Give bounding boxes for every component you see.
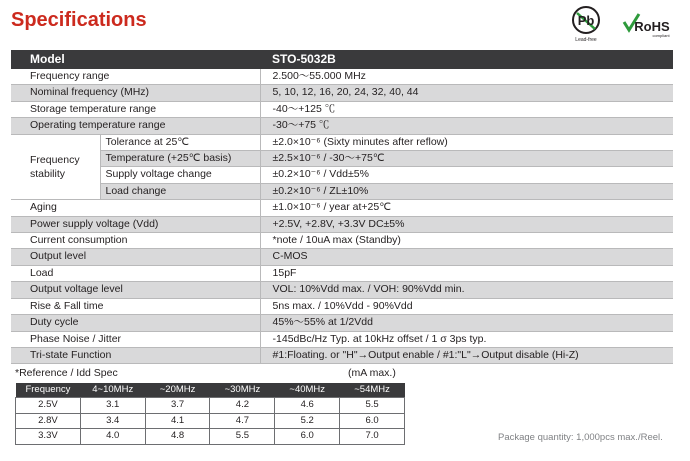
- row-value: +2.5V, +2.8V, +3.3V DC±5%: [260, 216, 673, 232]
- idd-cell: 4.0: [80, 429, 145, 445]
- table-row: [11, 216, 673, 232]
- row-label: Tri-state Function: [11, 347, 260, 363]
- table-row: [16, 398, 405, 414]
- row-value: ±2.5×10⁻⁶ / -30～+75℃: [260, 151, 673, 167]
- idd-cell: 4.8: [145, 429, 210, 445]
- model-label: Model: [11, 50, 260, 69]
- table-row: [16, 429, 405, 445]
- idd-header-cell: ~30MHz: [210, 383, 275, 398]
- table-row: [11, 183, 673, 199]
- idd-spec-table: [15, 383, 405, 445]
- row-value: -145dBc/Hz Typ. at 10kHz offset / 1 σ 3ps typ.: [260, 331, 673, 347]
- row-value: 2.500～55.000 MHz: [260, 69, 673, 85]
- idd-cell: 2.8V: [16, 413, 81, 429]
- table-row: [11, 282, 673, 298]
- idd-cell: 6.0: [340, 413, 405, 429]
- row-label: Temperature (+25℃ basis): [100, 151, 260, 167]
- row-value: ±2.0×10⁻⁶ (Sixty minutes after reflow): [260, 134, 673, 150]
- row-value: ±1.0×10⁻⁶ / year at+25℃: [260, 200, 673, 216]
- pb-symbol: Pb: [577, 13, 595, 28]
- idd-cell: 7.0: [340, 429, 405, 445]
- table-row: [11, 167, 673, 183]
- row-label: Output voltage level: [11, 282, 260, 298]
- row-value: #1:Floating. or "H"→Output enable / #1:"L"→Output disable (Hi-Z): [260, 347, 673, 363]
- table-row: [11, 249, 673, 265]
- certification-logos: [571, 4, 679, 44]
- idd-cell: 5.2: [275, 413, 340, 429]
- table-row: [11, 331, 673, 347]
- row-value: 5ns max. / 10%Vdd - 90%Vdd: [260, 298, 673, 314]
- model-value: STO-5032B: [260, 50, 673, 69]
- table-row: [11, 298, 673, 314]
- frequency-stability-label: Frequency stability: [11, 134, 100, 200]
- row-label: Load: [11, 265, 260, 281]
- idd-cell: 2.5V: [16, 398, 81, 414]
- row-value: -40～+125 ℃: [260, 101, 673, 117]
- idd-cell: 6.0: [275, 429, 340, 445]
- row-label: Supply voltage change: [100, 167, 260, 183]
- rohs-label: RoHS: [634, 19, 670, 34]
- idd-cell: 4.6: [275, 398, 340, 414]
- table-row: [16, 413, 405, 429]
- row-value: *note / 10uA max (Standby): [260, 233, 673, 249]
- table-row: [11, 85, 673, 101]
- lead-free-icon: [573, 7, 599, 43]
- row-label: Current consumption: [11, 233, 260, 249]
- idd-cell: 4.7: [210, 413, 275, 429]
- row-value: C-MOS: [260, 249, 673, 265]
- idd-header-cell: Frequency: [16, 383, 81, 398]
- idd-cell: 3.3V: [16, 429, 81, 445]
- table-row: [11, 69, 673, 85]
- table-row: [11, 134, 673, 150]
- row-value: ±0.2×10⁻⁶ / ZL±10%: [260, 183, 673, 199]
- idd-header-cell: ~54MHz: [340, 383, 405, 398]
- table-row: [11, 151, 673, 167]
- row-value: 15pF: [260, 265, 673, 281]
- row-label: Duty cycle: [11, 315, 260, 331]
- idd-cell: 3.1: [80, 398, 145, 414]
- table-row: [11, 200, 673, 216]
- idd-cell: 3.7: [145, 398, 210, 414]
- idd-header-cell: ~40MHz: [275, 383, 340, 398]
- table-row: [11, 118, 673, 134]
- idd-cell: 5.5: [340, 398, 405, 414]
- row-label: Output level: [11, 249, 260, 265]
- lead-free-label: Lead-free: [575, 37, 597, 43]
- row-label: Nominal frequency (MHz): [11, 85, 260, 101]
- row-value: VOL: 10%Vdd max. / VOH: 90%Vdd min.: [260, 282, 673, 298]
- row-value: -30～+75 ℃: [260, 118, 673, 134]
- row-label: Load change: [100, 183, 260, 199]
- row-label: Operating temperature range: [11, 118, 260, 134]
- table-row: [11, 233, 673, 249]
- package-quantity-note: Package quantity: 1,000pcs max./Reel.: [498, 432, 663, 443]
- table-row: [11, 265, 673, 281]
- table-row: [11, 347, 673, 363]
- rohs-sub-label: compliant: [652, 33, 670, 38]
- idd-header-row: [16, 383, 405, 398]
- rohs-icon: [624, 14, 670, 38]
- idd-unit-label: (mA max.): [348, 367, 396, 379]
- table-header-row: [11, 50, 673, 69]
- specifications-table: [11, 50, 673, 364]
- row-value: 45%～55% at 1/2Vdd: [260, 315, 673, 331]
- idd-reference-note: *Reference / Idd Spec: [15, 367, 118, 379]
- row-label: Frequency range: [11, 69, 260, 85]
- row-label: Aging: [11, 200, 260, 216]
- row-value: 5, 10, 12, 16, 20, 24, 32, 40, 44: [260, 85, 673, 101]
- row-label: Phase Noise / Jitter: [11, 331, 260, 347]
- idd-cell: 3.4: [80, 413, 145, 429]
- row-label: Tolerance at 25℃: [100, 134, 260, 150]
- idd-cell: 4.1: [145, 413, 210, 429]
- idd-cell: 4.2: [210, 398, 275, 414]
- page-title: Specifications: [11, 9, 147, 31]
- row-value: ±0.2×10⁻⁶ / Vdd±5%: [260, 167, 673, 183]
- idd-cell: 5.5: [210, 429, 275, 445]
- idd-header-cell: 4~10MHz: [80, 383, 145, 398]
- table-row: [11, 101, 673, 117]
- row-label: Storage temperature range: [11, 101, 260, 117]
- idd-header-cell: ~20MHz: [145, 383, 210, 398]
- row-label: Power supply voltage (Vdd): [11, 216, 260, 232]
- row-label: Rise & Fall time: [11, 298, 260, 314]
- table-row: [11, 315, 673, 331]
